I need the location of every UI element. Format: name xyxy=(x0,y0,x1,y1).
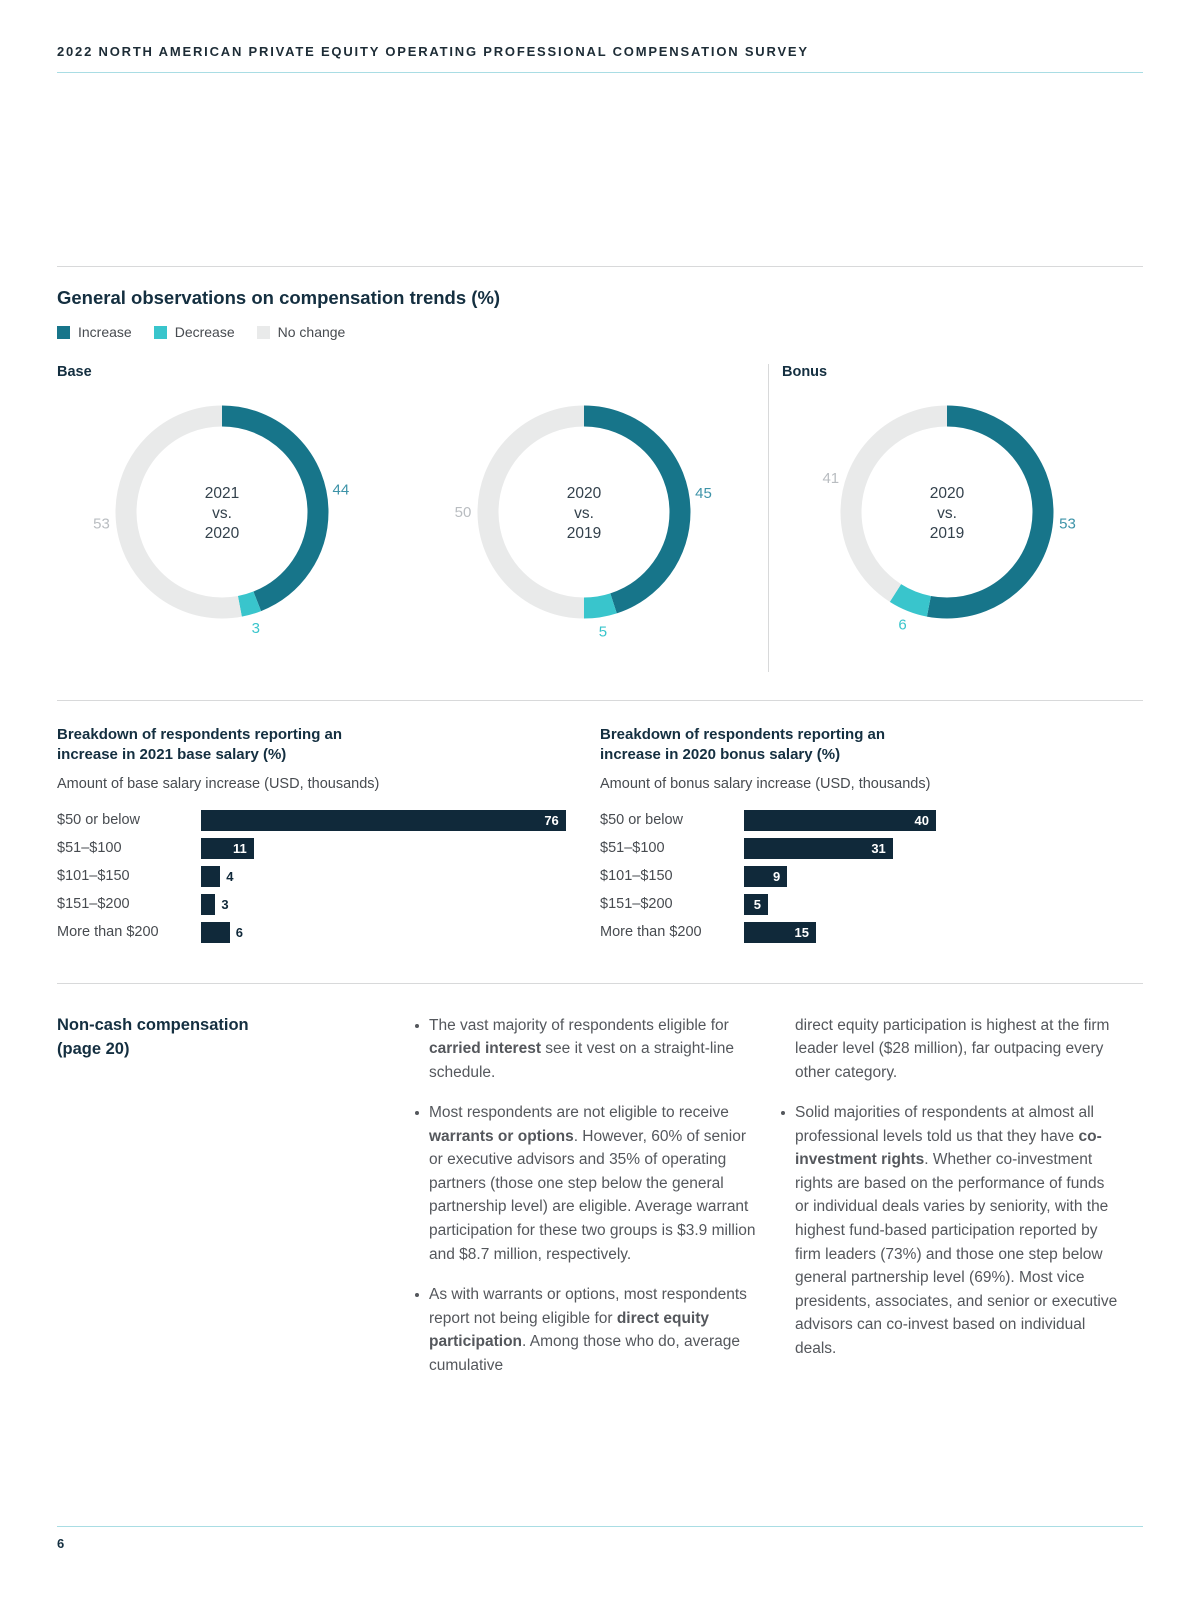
donut-value-label: 53 xyxy=(1059,515,1076,533)
chart-legend xyxy=(57,324,1143,340)
bullet-text: Most respondents are not eligible to receive warrants or options. However, 60% of senior or executive advisors and 35% of operating partners (those one step below the general partnership level) are eligible. Average warrant participation for these two groups is $3.9 million and $8.7 million, respectively. xyxy=(429,1104,756,1263)
bar-category-label: $101–$150 xyxy=(57,868,130,885)
donut-center-label: vs. xyxy=(212,505,232,522)
bar-value-label: 15 xyxy=(794,924,809,940)
bar-track xyxy=(201,922,565,943)
bar-category-label: More than $200 xyxy=(600,924,702,941)
base-group-label: Base xyxy=(57,364,92,380)
report-title: 2022 NORTH AMERICAN PRIVATE EQUITY OPERATING PROFESSIONAL COMPENSATION SURVEY xyxy=(57,44,809,59)
bullet-item xyxy=(781,1101,1122,1360)
bar-category-label: $51–$100 xyxy=(57,840,122,857)
bar xyxy=(201,810,566,831)
base-group xyxy=(57,364,768,672)
donut-svg xyxy=(782,390,1112,646)
bonus-breakdown-subtitle: Amount of bonus salary increase (USD, thousands) xyxy=(600,775,931,792)
bonus-salary-bar-chart xyxy=(600,810,1143,943)
base-breakdown-subtitle: Amount of base salary increase (USD, thousands) xyxy=(57,775,380,792)
noncash-column-2 xyxy=(781,1014,1122,1395)
legend-item-decrease xyxy=(154,324,235,340)
bullet-dot xyxy=(415,1111,419,1115)
bar-track xyxy=(744,866,1143,887)
base-salary-breakdown xyxy=(57,725,565,950)
bullet-item xyxy=(415,1014,756,1085)
trend-charts-row xyxy=(57,364,1143,672)
continuation-paragraph xyxy=(781,1014,1122,1085)
donut-center-label: 2020 xyxy=(204,525,240,542)
donut-center-label: 2020 xyxy=(566,485,602,502)
bar-row xyxy=(600,894,1143,915)
page-header xyxy=(57,44,1143,73)
donut-chart-base-2020-vs-2019 xyxy=(419,390,749,646)
donut-value-label: 5 xyxy=(598,623,608,641)
donut-chart-base-2021-vs-2020 xyxy=(57,390,387,646)
breakdown-section xyxy=(57,725,1143,950)
bar-track xyxy=(744,810,1143,831)
bonus-donuts xyxy=(782,390,1143,646)
bar xyxy=(744,838,893,859)
bar xyxy=(201,894,215,915)
bar-category-label: $151–$200 xyxy=(57,896,130,913)
donut-value-label: 45 xyxy=(695,485,712,503)
noncash-section xyxy=(57,1014,1143,1395)
bar-track xyxy=(744,922,1143,943)
bar-category-label: $50 or below xyxy=(57,812,141,829)
bonus-salary-breakdown xyxy=(600,725,1143,950)
bar-value-label: 4 xyxy=(226,868,234,884)
bar-row xyxy=(57,866,565,887)
bonus-group-label: Bonus xyxy=(782,364,828,380)
bar-value-label: 40 xyxy=(914,812,929,828)
noncash-column-1 xyxy=(415,1014,756,1395)
page-footer xyxy=(57,1526,1143,1551)
donut-value-label: 41 xyxy=(822,470,840,488)
legend-label-increase: Increase xyxy=(78,324,132,340)
noncash-heading-line1: Non-cash compensation xyxy=(57,1015,249,1034)
donut-value-label: 44 xyxy=(332,481,350,499)
bar-value-label: 3 xyxy=(221,896,229,912)
donut-svg xyxy=(419,390,749,646)
bar-category-label: $51–$100 xyxy=(600,840,665,857)
bonus-group xyxy=(768,364,1143,672)
bullet-text: Solid majorities of respondents at almost all professional levels told us that they have co-investment rights. Whether co-investment rights are based on the performance of funds or individual deals varies by seniority, with the highest fund-based participation reported by firm leaders (73%) and those one step below general partnership level (69%). Most vice presidents, associates, and senior or executive advisors can co-invest based on individual deals. xyxy=(795,1104,1118,1357)
bar-value-label: 9 xyxy=(772,868,781,884)
noncash-heading-line2: (page 20) xyxy=(57,1039,130,1058)
bullet-item xyxy=(415,1101,756,1266)
legend-item-no-change xyxy=(257,324,346,340)
bullet-text: The vast majority of respondents eligible for carried interest see it vest on a straight-line schedule. xyxy=(429,1016,734,1081)
base-salary-bar-chart xyxy=(57,810,565,943)
donut-center-label: vs. xyxy=(937,505,957,522)
bar-row xyxy=(600,922,1143,943)
section-divider-middle xyxy=(57,700,1143,701)
bar xyxy=(744,894,768,915)
donut-value-label: 53 xyxy=(93,515,110,533)
bar-category-label: $151–$200 xyxy=(600,896,673,913)
donut-value-label: 6 xyxy=(898,616,907,634)
bar xyxy=(201,922,230,943)
footer-divider xyxy=(57,1526,1143,1527)
donut-center-label: 2019 xyxy=(929,525,965,542)
donut-value-label: 3 xyxy=(251,620,260,638)
bar xyxy=(744,922,816,943)
bar-row xyxy=(57,922,565,943)
bar-row xyxy=(57,838,565,859)
legend-item-increase xyxy=(57,324,132,340)
bonus-breakdown-title: Breakdown of respondents reporting an increase in 2020 bonus salary (%) xyxy=(600,726,886,763)
donut-value-label: 50 xyxy=(454,504,472,521)
bar-track xyxy=(201,894,565,915)
section-divider-bottom xyxy=(57,983,1143,984)
bullet-text: direct equity participation is highest at the firm leader level ($28 million), far outpacing every other category. xyxy=(795,1016,1110,1081)
trends-section xyxy=(57,287,1143,672)
donut-svg xyxy=(57,390,387,646)
bar-row xyxy=(57,894,565,915)
base-breakdown-title: Breakdown of respondents reporting an increase in 2021 base salary (%) xyxy=(57,726,343,763)
legend-label-decrease: Decrease xyxy=(174,324,235,340)
bar-value-label: 31 xyxy=(871,840,886,856)
bar-value-label: 76 xyxy=(544,812,559,828)
bar xyxy=(744,810,936,831)
bar-row xyxy=(600,810,1143,831)
bar-row xyxy=(600,838,1143,859)
bar-row xyxy=(57,810,565,831)
bar xyxy=(744,866,787,887)
bar xyxy=(201,866,220,887)
bar-category-label: More than $200 xyxy=(57,924,159,941)
bar-value-label: 5 xyxy=(753,896,761,912)
donut-center-label: 2021 xyxy=(204,485,240,502)
bar-value-label: 6 xyxy=(235,924,244,940)
legend-label-no-change: No change xyxy=(277,324,346,340)
bullet-dot xyxy=(415,1024,419,1028)
donut-center-label: 2019 xyxy=(566,525,602,542)
bar-track xyxy=(201,838,565,859)
bar-row xyxy=(600,866,1143,887)
trends-section-title: General observations on compensation trends (%) xyxy=(57,287,501,308)
donut-center-label: 2020 xyxy=(929,485,965,502)
noncash-heading xyxy=(57,1014,415,1395)
bar-track xyxy=(201,866,565,887)
legend-swatch-decrease xyxy=(154,326,167,339)
bar-track xyxy=(744,894,1143,915)
bar-value-label: 11 xyxy=(233,840,247,856)
bullet-dot xyxy=(415,1293,419,1297)
donut-center-label: vs. xyxy=(574,505,594,522)
header-divider xyxy=(57,72,1143,73)
bar-track xyxy=(201,810,566,831)
bullet-text: As with warrants or options, most respondents report not being eligible for direct equity participation. Among those who do, average cumulative xyxy=(429,1286,747,1374)
bar-category-label: $50 or below xyxy=(600,812,684,829)
page-number: 6 xyxy=(57,1536,65,1551)
bullet-item xyxy=(415,1283,756,1377)
bar xyxy=(201,838,254,859)
donut-chart-bonus-2020-vs-2019 xyxy=(782,390,1112,646)
bar-track xyxy=(744,838,1143,859)
legend-swatch-no-change xyxy=(257,326,270,339)
base-donuts xyxy=(57,390,768,646)
legend-swatch-increase xyxy=(57,326,70,339)
bullet-dot xyxy=(781,1111,785,1115)
section-divider-top xyxy=(57,266,1143,267)
bar-category-label: $101–$150 xyxy=(600,868,673,885)
